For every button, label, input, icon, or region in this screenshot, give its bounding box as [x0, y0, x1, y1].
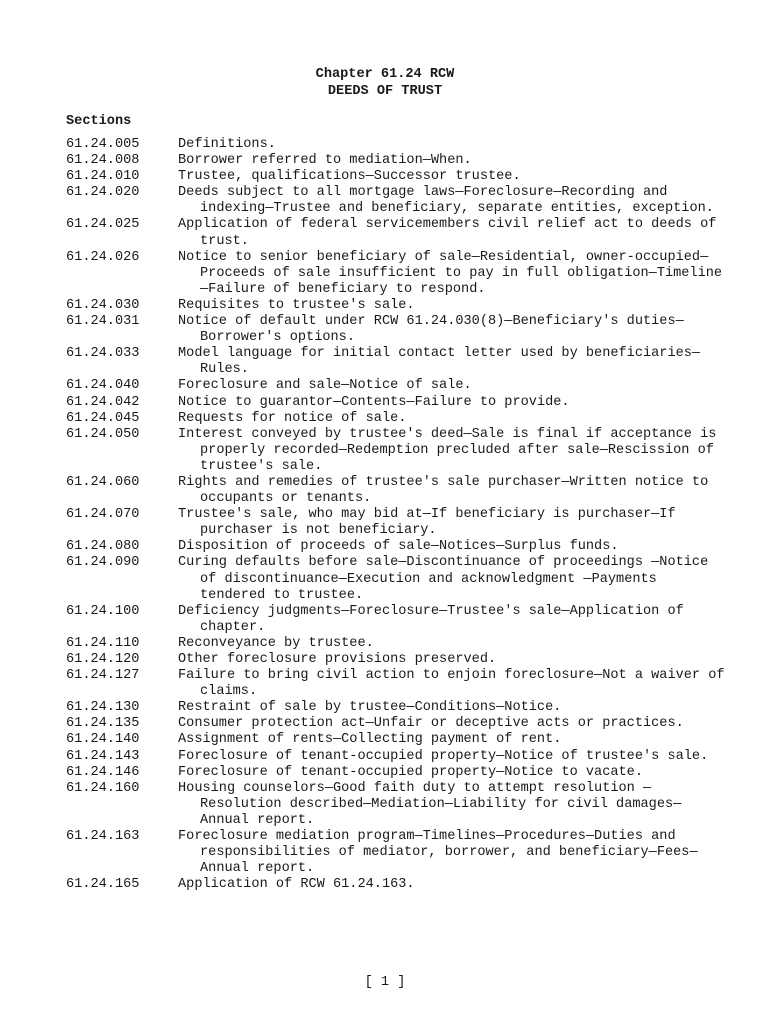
section-entry — [66, 411, 726, 427]
section-number: 61.24.040 — [66, 378, 140, 394]
section-entry — [66, 604, 726, 636]
section-entry — [66, 668, 726, 700]
section-title: Notice to senior beneficiary of sale—Residential, owner-occupied—Proceeds of sale insufficient to pay in full obligation—Timeline—Failure of beneficiary to respond. — [178, 249, 723, 297]
section-number: 61.24.050 — [66, 426, 140, 442]
chapter-title: Chapter 61.24 RCW — [315, 67, 455, 82]
section-number: 61.24.045 — [66, 410, 140, 426]
section-number: 61.24.070 — [66, 507, 140, 523]
section-number: 61.24.100 — [66, 603, 140, 619]
section-title: Foreclosure of tenant-occupied property—Notice of trustee's sale. — [178, 748, 709, 764]
section-entry — [66, 700, 726, 716]
section-entry — [66, 539, 726, 555]
section-number: 61.24.031 — [66, 314, 140, 330]
section-title: Curing defaults before sale—Discontinuance of proceedings —Notice of discontinuance—Execution and acknowledgment —Payments tendered to trustee. — [178, 555, 709, 603]
section-number: 61.24.135 — [66, 716, 140, 732]
section-title: Notice to guarantor—Contents—Failure to provide. — [178, 394, 570, 410]
section-title: Model language for initial contact letter used by beneficiaries—Rules. — [178, 346, 701, 378]
section-entry — [66, 749, 726, 765]
section-number: 61.24.008 — [66, 153, 140, 169]
section-title: Disposition of proceeds of sale—Notices—Surplus funds. — [178, 539, 619, 555]
section-title: Housing counselors—Good faith duty to attempt resolution —Resolution described—Mediation—Liability for civil damages—Annual report. — [178, 780, 682, 828]
sections-list — [66, 137, 726, 893]
section-entry — [66, 395, 726, 411]
section-number: 61.24.042 — [66, 394, 140, 410]
section-entry — [66, 427, 726, 475]
section-entry — [66, 153, 726, 169]
section-title: Requisites to trustee's sale. — [178, 297, 415, 313]
section-number: 61.24.030 — [66, 297, 140, 313]
section-entry — [66, 781, 726, 829]
section-title: Interest conveyed by trustee's deed—Sale is final if acceptance is properly recorded—Redemption precluded after sale—Rescission of trustee's sale. — [178, 426, 717, 474]
section-number: 61.24.110 — [66, 635, 140, 651]
section-title: Restraint of sale by trustee—Conditions—Notice. — [178, 700, 562, 716]
section-entry — [66, 877, 726, 893]
section-entry — [66, 732, 726, 748]
section-title: Requests for notice of sale. — [178, 410, 407, 426]
section-title: Rights and remedies of trustee's sale purchaser—Written notice to occupants or tenants. — [178, 474, 709, 507]
chapter-header — [0, 67, 770, 100]
section-title: Consumer protection act—Unfair or deceptive acts or practices. — [178, 716, 684, 732]
section-title: Foreclosure of tenant-occupied property—Notice to vacate. — [178, 764, 643, 780]
section-number: 61.24.163 — [66, 829, 140, 845]
section-title: Trustee, qualifications—Successor trustee. — [178, 169, 521, 185]
section-entry — [66, 298, 726, 314]
section-number: 61.24.060 — [66, 474, 140, 490]
section-entry — [66, 475, 726, 507]
section-title: Deeds subject to all mortgage laws—Foreclosure—Recording and indexing—Trustee and beneficiary, separate entities, exception. — [178, 185, 714, 217]
section-number: 61.24.143 — [66, 748, 140, 764]
section-title: Assignment of rents—Collecting payment of rent. — [178, 732, 562, 748]
section-title: Reconveyance by trustee. — [178, 635, 374, 651]
section-entry — [66, 507, 726, 539]
section-number: 61.24.026 — [66, 249, 140, 265]
section-number: 61.24.033 — [66, 346, 140, 362]
section-entry — [66, 378, 726, 394]
section-number: 61.24.090 — [66, 555, 140, 571]
chapter-subtitle: DEEDS OF TRUST — [327, 83, 443, 99]
section-number: 61.24.120 — [66, 652, 140, 667]
section-entry — [66, 829, 726, 877]
section-title: Failure to bring civil action to enjoin foreclosure—Not a waiver of claims. — [178, 668, 725, 700]
section-title: Application of federal servicemembers civil relief act to deeds of trust. — [178, 217, 717, 249]
section-number: 61.24.160 — [66, 780, 140, 796]
section-title: Trustee's sale, who may bid at—If beneficiary is purchaser—If purchaser is not beneficiary. — [178, 507, 676, 539]
section-title: Other foreclosure provisions preserved. — [178, 652, 497, 667]
sections-heading: Sections — [66, 114, 132, 129]
section-entry — [66, 765, 726, 781]
section-number: 61.24.080 — [66, 539, 140, 555]
page-number: [ 1 ] — [364, 975, 406, 990]
section-number: 61.24.146 — [66, 764, 140, 780]
section-number: 61.24.165 — [66, 877, 140, 893]
section-title: Foreclosure and sale—Notice of sale. — [178, 378, 472, 394]
section-number: 61.24.020 — [66, 185, 140, 201]
section-number: 61.24.010 — [66, 169, 140, 185]
section-entry — [66, 636, 726, 652]
section-title: Application of RCW 61.24.163. — [178, 877, 415, 893]
section-entry — [66, 217, 726, 249]
section-entry — [66, 716, 726, 732]
section-title: Definitions. — [178, 137, 276, 152]
section-entry — [66, 652, 726, 668]
section-number: 61.24.140 — [66, 732, 140, 748]
section-title: Notice of default under RCW 61.24.030(8)—Beneficiary's duties—Borrower's options. — [178, 314, 684, 346]
section-entry — [66, 185, 726, 217]
section-entry — [66, 555, 726, 603]
section-entry — [66, 169, 726, 185]
section-entry — [66, 314, 726, 346]
section-title: Foreclosure mediation program—Timelines—Procedures—Duties and responsibilities of mediator, borrower, and beneficiary—Fees—Annual report. — [178, 829, 698, 877]
section-number: 61.24.130 — [66, 700, 140, 716]
section-number: 61.24.025 — [66, 217, 140, 233]
section-title: Deficiency judgments—Foreclosure—Trustee's sale—Application of chapter. — [178, 603, 684, 635]
section-number: 61.24.127 — [66, 668, 140, 684]
section-title: Borrower referred to mediation—When. — [178, 153, 472, 169]
section-entry — [66, 250, 726, 298]
section-entry — [66, 346, 726, 378]
section-number: 61.24.005 — [66, 137, 140, 152]
section-entry — [66, 137, 726, 153]
